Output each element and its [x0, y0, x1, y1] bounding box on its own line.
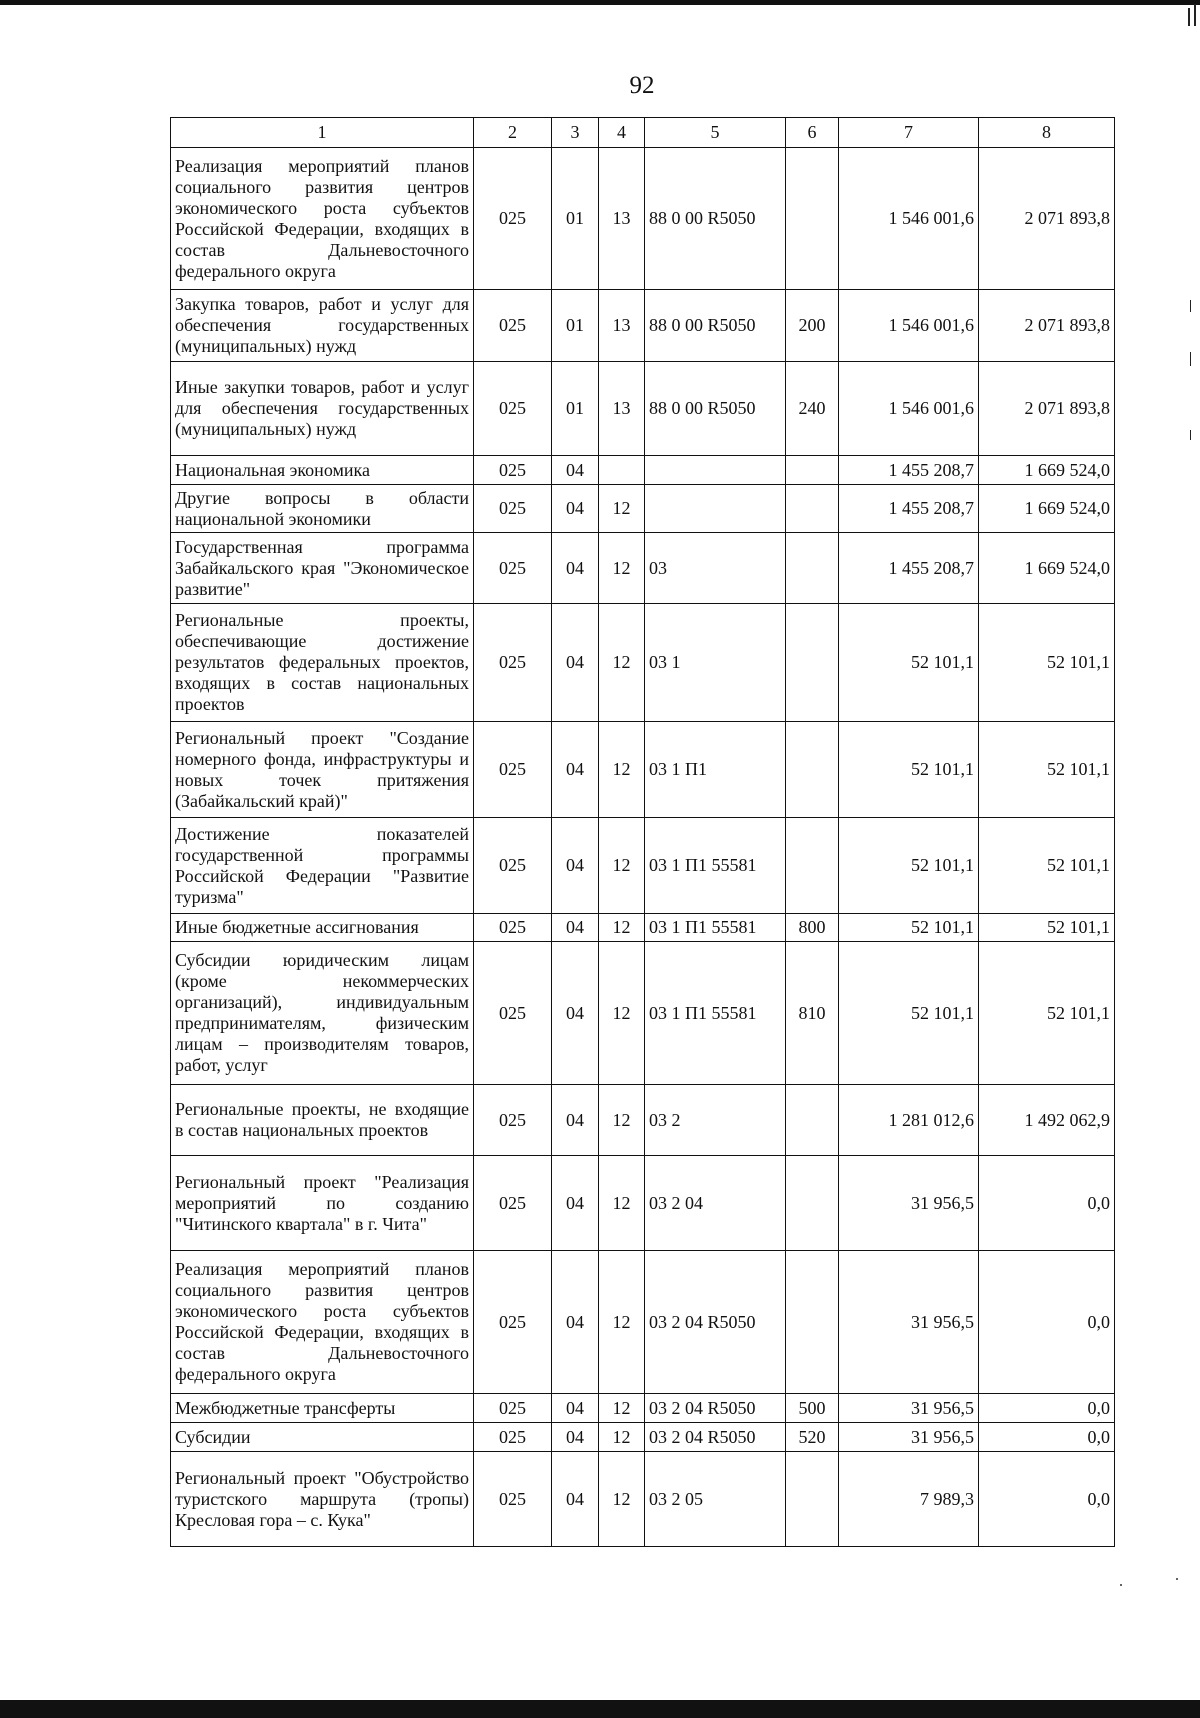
- cell-c2: 025: [474, 485, 552, 533]
- cell-c4: 13: [599, 148, 645, 290]
- cell-c6: 500: [786, 1394, 839, 1423]
- cell-c3: 04: [552, 1085, 599, 1156]
- cell-c7: 1 546 001,6: [839, 290, 979, 362]
- cell-c4: 13: [599, 362, 645, 456]
- cell-c7: 1 455 208,7: [839, 485, 979, 533]
- cell-c7: 52 101,1: [839, 942, 979, 1085]
- scan-mark: [1190, 430, 1191, 440]
- table-row: [171, 485, 1115, 533]
- cell-c6: [786, 533, 839, 604]
- cell-c2: 025: [474, 604, 552, 722]
- cell-c2: 025: [474, 362, 552, 456]
- cell-c7: 1 455 208,7: [839, 533, 979, 604]
- cell-c6: [786, 1251, 839, 1394]
- table-row: [171, 914, 1115, 942]
- cell-c4: 12: [599, 1394, 645, 1423]
- scan-mark: [1194, 4, 1196, 26]
- cell-c8: 1 669 524,0: [979, 533, 1115, 604]
- cell-c3: 01: [552, 148, 599, 290]
- cell-c8: 0,0: [979, 1394, 1115, 1423]
- cell-c3: 04: [552, 942, 599, 1085]
- cell-c7: 7 989,3: [839, 1452, 979, 1547]
- cell-c5: 03 1 П1: [645, 722, 786, 818]
- cell-c8: 52 101,1: [979, 818, 1115, 914]
- cell-c6: [786, 722, 839, 818]
- cell-c6: [786, 456, 839, 485]
- table-row: [171, 604, 1115, 722]
- table-row: [171, 290, 1115, 362]
- cell-c7: 1 455 208,7: [839, 456, 979, 485]
- cell-c4: 12: [599, 914, 645, 942]
- cell-c5: 88 0 00 R5050: [645, 362, 786, 456]
- cell-c8: 0,0: [979, 1452, 1115, 1547]
- cell-c2: 025: [474, 456, 552, 485]
- table-row: [171, 1251, 1115, 1394]
- cell-c2: 025: [474, 1394, 552, 1423]
- column-header: 7: [839, 118, 979, 148]
- cell-c4: 12: [599, 722, 645, 818]
- column-header: 4: [599, 118, 645, 148]
- cell-c4: [599, 456, 645, 485]
- cell-c4: 12: [599, 1085, 645, 1156]
- row-name: Закупка товаров, работ и услуг для обеспечения государственных (муниципальных) нужд: [171, 290, 474, 362]
- table-row: [171, 362, 1115, 456]
- cell-c2: 025: [474, 1251, 552, 1394]
- cell-c6: [786, 1156, 839, 1251]
- cell-c5: 03 2 04 R5050: [645, 1394, 786, 1423]
- table-row: [171, 1452, 1115, 1547]
- cell-c6: [786, 1452, 839, 1547]
- row-name: Государственная программа Забайкальского края "Экономическое развитие": [171, 533, 474, 604]
- cell-c7: 52 101,1: [839, 722, 979, 818]
- cell-c4: 12: [599, 533, 645, 604]
- cell-c7: 31 956,5: [839, 1251, 979, 1394]
- cell-c7: 1 546 001,6: [839, 148, 979, 290]
- cell-c2: 025: [474, 533, 552, 604]
- cell-c5: 88 0 00 R5050: [645, 148, 786, 290]
- row-name: Межбюджетные трансферты: [171, 1394, 474, 1423]
- cell-c6: 810: [786, 942, 839, 1085]
- row-name: Реализация мероприятий планов социального развития центров экономического роста субъектов Российской Федерации, входящих в состав Дальневосточного федерального округа: [171, 148, 474, 290]
- row-name: Национальная экономика: [171, 456, 474, 485]
- scan-speck: [1176, 1578, 1178, 1580]
- cell-c3: 01: [552, 290, 599, 362]
- cell-c6: [786, 818, 839, 914]
- row-name: Субсидии: [171, 1423, 474, 1452]
- row-name: Реализация мероприятий планов социального развития центров экономического роста субъектов Российской Федерации, входящих в состав Дальневосточного федерального округа: [171, 1251, 474, 1394]
- row-name: Достижение показателей государственной программы Российской Федерации "Развитие туризма": [171, 818, 474, 914]
- cell-c2: 025: [474, 290, 552, 362]
- cell-c7: 52 101,1: [839, 914, 979, 942]
- cell-c3: 04: [552, 533, 599, 604]
- row-name: Субсидии юридическим лицам (кроме некоммерческих организаций), индивидуальным предпринимателям, физическим лицам – производителям товаров, работ, услуг: [171, 942, 474, 1085]
- table-row: [171, 942, 1115, 1085]
- cell-c3: 04: [552, 722, 599, 818]
- cell-c5: 03 2: [645, 1085, 786, 1156]
- cell-c6: 200: [786, 290, 839, 362]
- cell-c8: 2 071 893,8: [979, 362, 1115, 456]
- page-number: 92: [629, 72, 655, 99]
- cell-c5: 03 2 04 R5050: [645, 1423, 786, 1452]
- cell-c4: 12: [599, 942, 645, 1085]
- cell-c7: 31 956,5: [839, 1423, 979, 1452]
- cell-c7: 31 956,5: [839, 1394, 979, 1423]
- scan-mark: [1190, 352, 1191, 366]
- cell-c4: 12: [599, 818, 645, 914]
- cell-c5: 03 1 П1 55581: [645, 942, 786, 1085]
- cell-c5: 03 2 04 R5050: [645, 1251, 786, 1394]
- table-row: [171, 818, 1115, 914]
- cell-c8: 1 669 524,0: [979, 456, 1115, 485]
- cell-c5: 03 1: [645, 604, 786, 722]
- cell-c7: 1 546 001,6: [839, 362, 979, 456]
- cell-c4: 12: [599, 1251, 645, 1394]
- cell-c8: 52 101,1: [979, 604, 1115, 722]
- cell-c3: 01: [552, 362, 599, 456]
- cell-c7: 31 956,5: [839, 1156, 979, 1251]
- cell-c8: 1 669 524,0: [979, 485, 1115, 533]
- cell-c8: 0,0: [979, 1423, 1115, 1452]
- cell-c7: 52 101,1: [839, 818, 979, 914]
- cell-c5: 03 2 04: [645, 1156, 786, 1251]
- cell-c8: 52 101,1: [979, 914, 1115, 942]
- column-header: 5: [645, 118, 786, 148]
- row-name: Региональный проект "Реализация мероприятий по созданию "Читинского квартала" в г. Чита": [171, 1156, 474, 1251]
- table-row: [171, 533, 1115, 604]
- row-name: Иные бюджетные ассигнования: [171, 914, 474, 942]
- table-row: [171, 1423, 1115, 1452]
- cell-c3: 04: [552, 456, 599, 485]
- cell-c5: [645, 456, 786, 485]
- cell-c4: 12: [599, 1452, 645, 1547]
- row-name: Региональный проект "Создание номерного фонда, инфраструктуры и новых точек притяжения (Забайкальский край)": [171, 722, 474, 818]
- table-row: [171, 148, 1115, 290]
- scan-border-top: [0, 0, 1200, 5]
- cell-c8: 0,0: [979, 1251, 1115, 1394]
- cell-c2: 025: [474, 914, 552, 942]
- cell-c4: 12: [599, 604, 645, 722]
- cell-c5: 03 1 П1 55581: [645, 818, 786, 914]
- cell-c3: 04: [552, 1394, 599, 1423]
- budget-table: [170, 117, 1115, 1547]
- cell-c8: 2 071 893,8: [979, 148, 1115, 290]
- cell-c3: 04: [552, 818, 599, 914]
- cell-c3: 04: [552, 1156, 599, 1251]
- scan-speck: [1120, 1584, 1122, 1586]
- scan-mark: [1188, 8, 1190, 26]
- cell-c3: 04: [552, 1423, 599, 1452]
- cell-c7: 52 101,1: [839, 604, 979, 722]
- table-header-row: [171, 118, 1115, 148]
- cell-c4: 13: [599, 290, 645, 362]
- scan-border-bottom: [0, 1700, 1200, 1718]
- cell-c7: 1 281 012,6: [839, 1085, 979, 1156]
- table-row: [171, 1085, 1115, 1156]
- cell-c6: [786, 485, 839, 533]
- column-header: 8: [979, 118, 1115, 148]
- column-header: 3: [552, 118, 599, 148]
- cell-c5: 03 1 П1 55581: [645, 914, 786, 942]
- cell-c5: 03: [645, 533, 786, 604]
- scan-mark: [1190, 300, 1191, 312]
- cell-c6: [786, 604, 839, 722]
- cell-c3: 04: [552, 1251, 599, 1394]
- column-header: 2: [474, 118, 552, 148]
- cell-c8: 52 101,1: [979, 942, 1115, 1085]
- cell-c5: 03 2 05: [645, 1452, 786, 1547]
- table-row: [171, 1156, 1115, 1251]
- cell-c3: 04: [552, 604, 599, 722]
- column-header: 6: [786, 118, 839, 148]
- table-row: [171, 1394, 1115, 1423]
- cell-c6: [786, 1085, 839, 1156]
- cell-c8: 2 071 893,8: [979, 290, 1115, 362]
- table-row: [171, 456, 1115, 485]
- cell-c8: 1 492 062,9: [979, 1085, 1115, 1156]
- cell-c5: 88 0 00 R5050: [645, 290, 786, 362]
- cell-c2: 025: [474, 818, 552, 914]
- column-header: 1: [171, 118, 474, 148]
- cell-c3: 04: [552, 914, 599, 942]
- row-name: Региональный проект "Обустройство туристского маршрута (тропы) Кресловая гора – с. Кука": [171, 1452, 474, 1547]
- cell-c4: 12: [599, 1156, 645, 1251]
- cell-c3: 04: [552, 485, 599, 533]
- cell-c8: 52 101,1: [979, 722, 1115, 818]
- cell-c4: 12: [599, 1423, 645, 1452]
- cell-c6: 520: [786, 1423, 839, 1452]
- cell-c2: 025: [474, 942, 552, 1085]
- cell-c3: 04: [552, 1452, 599, 1547]
- cell-c2: 025: [474, 1085, 552, 1156]
- cell-c4: 12: [599, 485, 645, 533]
- cell-c5: [645, 485, 786, 533]
- row-name: Региональные проекты, не входящие в состав национальных проектов: [171, 1085, 474, 1156]
- table-row: [171, 722, 1115, 818]
- cell-c2: 025: [474, 1452, 552, 1547]
- cell-c6: 240: [786, 362, 839, 456]
- cell-c8: 0,0: [979, 1156, 1115, 1251]
- row-name: Другие вопросы в области национальной экономики: [171, 485, 474, 533]
- cell-c2: 025: [474, 148, 552, 290]
- cell-c2: 025: [474, 722, 552, 818]
- cell-c6: [786, 148, 839, 290]
- cell-c2: 025: [474, 1423, 552, 1452]
- row-name: Региональные проекты, обеспечивающие достижение результатов федеральных проектов, входящих в состав национальных проектов: [171, 604, 474, 722]
- cell-c6: 800: [786, 914, 839, 942]
- cell-c2: 025: [474, 1156, 552, 1251]
- row-name: Иные закупки товаров, работ и услуг для обеспечения государственных (муниципальных) нужд: [171, 362, 474, 456]
